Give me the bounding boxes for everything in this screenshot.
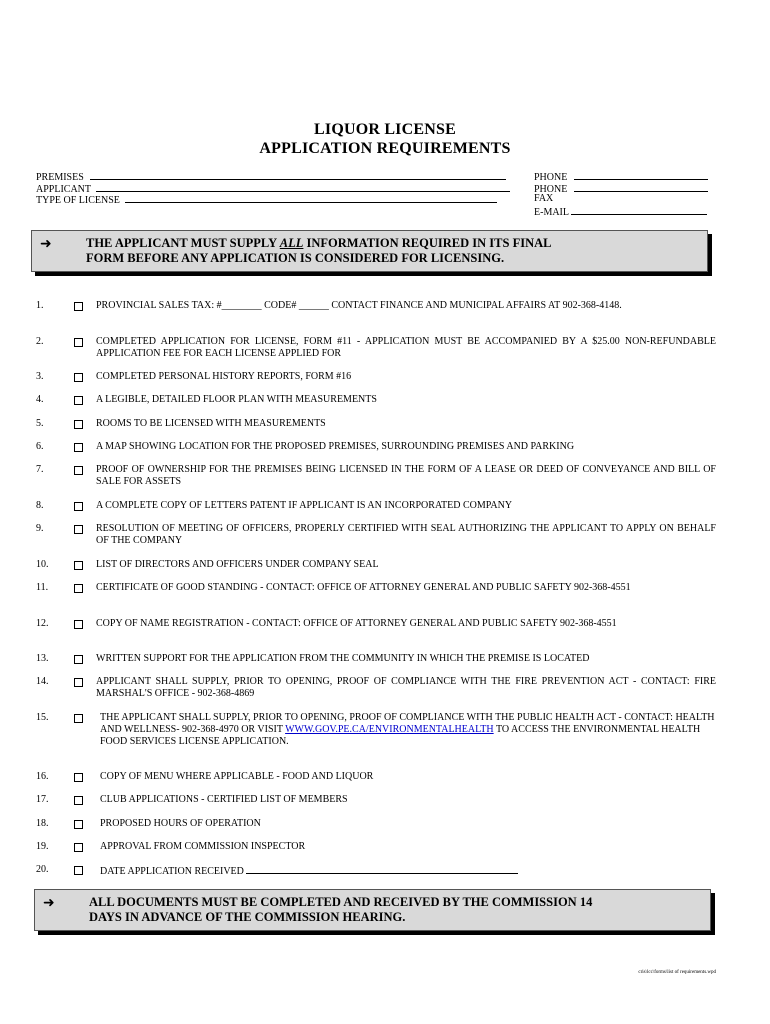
arrow-right-icon: ➜ <box>43 895 55 911</box>
checkbox[interactable] <box>74 338 83 347</box>
phone1-label: PHONE <box>534 172 568 183</box>
checkbox[interactable] <box>74 443 83 452</box>
email-label: E-MAIL <box>534 207 569 218</box>
email-field[interactable] <box>534 205 707 219</box>
notice-bottom-line2: DAYS IN ADVANCE OF THE COMMISSION HEARING. <box>89 910 406 924</box>
checkbox[interactable] <box>74 866 83 875</box>
applicant-label: APPLICANT <box>36 184 91 195</box>
checkbox[interactable] <box>74 796 83 805</box>
fax-field[interactable] <box>534 193 553 205</box>
checkbox[interactable] <box>74 561 83 570</box>
premises-line <box>90 170 506 180</box>
checkbox[interactable] <box>74 466 83 475</box>
page-subtitle: APPLICATION REQUIREMENTS <box>259 140 511 157</box>
notice-bottom-line1: ALL DOCUMENTS MUST BE COMPLETED AND RECEIVED BY THE COMMISSION 14 <box>89 895 593 909</box>
footer-filepath: cris\lcc\forms\list of requirements.wpd <box>638 970 716 975</box>
checkbox[interactable] <box>74 584 83 593</box>
fax-label: FAX <box>534 193 554 204</box>
emphasis-all: ALL <box>279 236 304 250</box>
checkbox[interactable] <box>74 820 83 829</box>
checkbox[interactable] <box>74 302 83 311</box>
phone1-line <box>574 170 708 180</box>
arrow-right-icon: ➜ <box>40 236 52 252</box>
checkbox[interactable] <box>74 843 83 852</box>
notice-top <box>31 230 708 272</box>
premises-label: PREMISES <box>36 172 84 183</box>
checkbox[interactable] <box>74 525 83 534</box>
page-title: LIQUOR LICENSE <box>314 121 456 138</box>
checkbox[interactable] <box>74 373 83 382</box>
phone2-field[interactable] <box>534 182 708 196</box>
phone2-label: PHONE <box>534 184 568 195</box>
checkbox[interactable] <box>74 773 83 782</box>
notice-top-line1: THE APPLICANT MUST SUPPLY ALL INFORMATION REQUIRED IN ITS FINAL <box>86 236 552 250</box>
environmental-health-link[interactable]: WWW.GOV.PE.CA/ENVIRONMENTALHEALTH <box>285 724 494 735</box>
date-received-line[interactable] <box>246 864 518 874</box>
phone2-line <box>574 182 708 192</box>
notice-bottom <box>34 889 711 931</box>
notice-top-line2: FORM BEFORE ANY APPLICATION IS CONSIDERED FOR LICENSING. <box>86 251 505 265</box>
license-type-line <box>125 193 497 203</box>
checkbox[interactable] <box>74 678 83 687</box>
checkbox[interactable] <box>74 502 83 511</box>
checkbox[interactable] <box>74 714 83 723</box>
checkbox[interactable] <box>74 620 83 629</box>
checkbox[interactable] <box>74 420 83 429</box>
license-type-field[interactable] <box>36 193 497 207</box>
checkbox[interactable] <box>74 396 83 405</box>
license-type-label: TYPE OF LICENSE <box>36 195 120 206</box>
applicant-line <box>96 182 510 192</box>
email-line <box>571 205 707 215</box>
checkbox[interactable] <box>74 655 83 664</box>
